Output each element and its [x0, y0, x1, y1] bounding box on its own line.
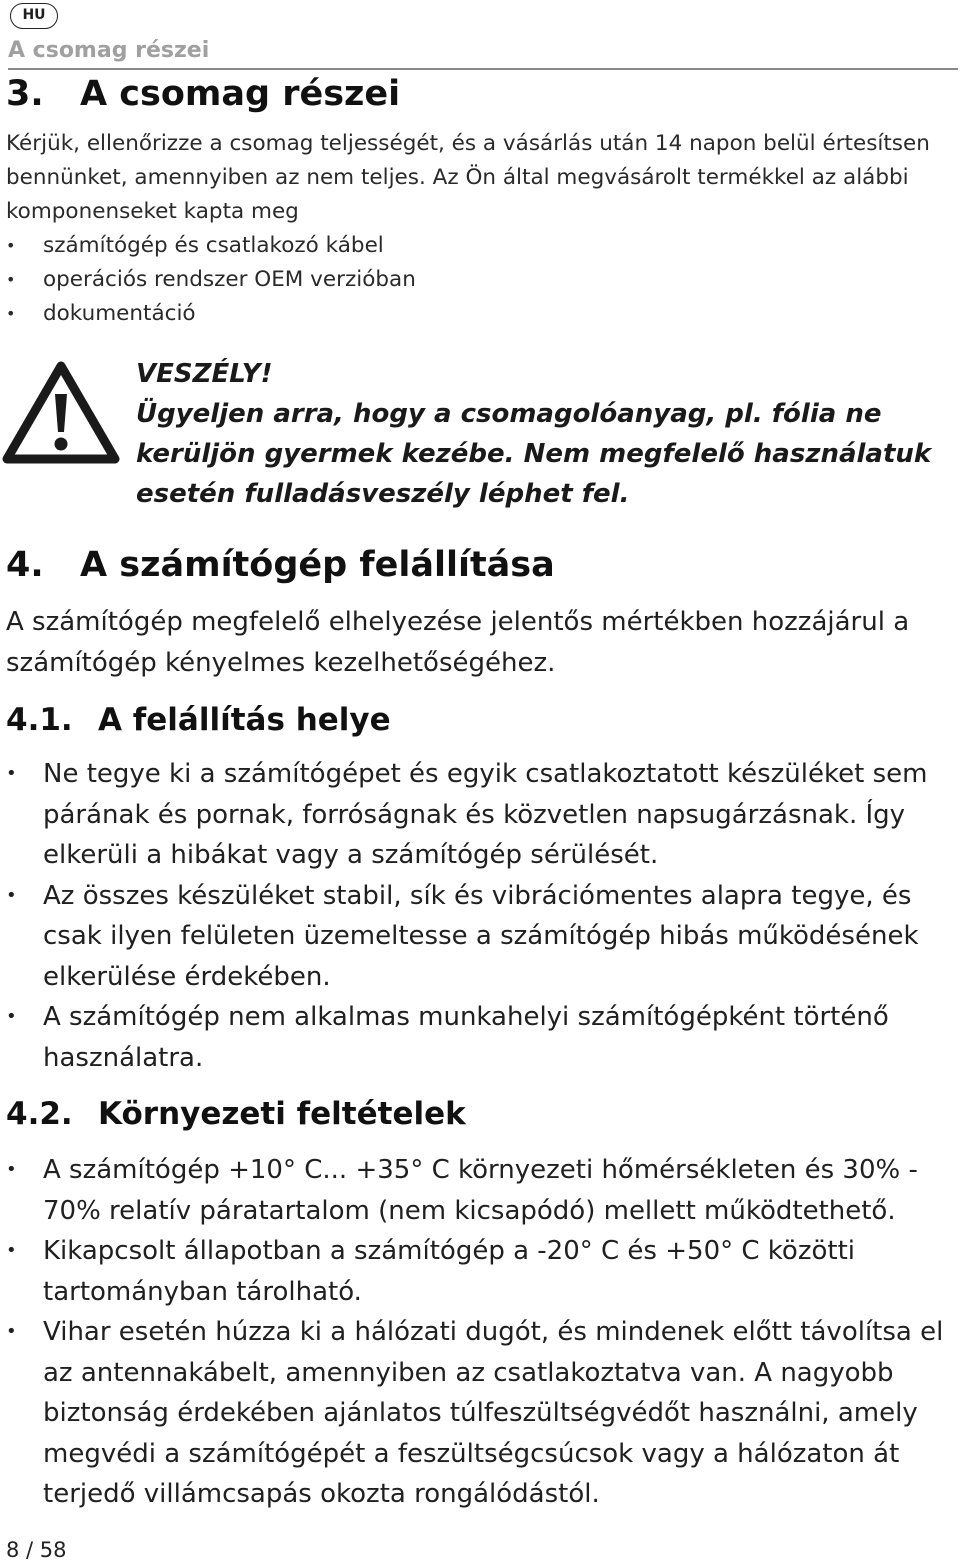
language-badge: HU — [10, 3, 58, 29]
header-divider — [8, 68, 958, 70]
list-item: • A számítógép +10° C... +35° C környezeti hőmérsékleten és 30% - 70% relatív páratartalom (nem kicsapódó) mellett működtethető. — [6, 1150, 954, 1231]
section-4-intro: A számítógép megfelelő elhelyezése jelentős mértékben hozzájárul a számítógép kényelmes kezelhetőségéhez. — [6, 607, 910, 678]
list-item: • Kikapcsolt állapotban a számítógép a -20° C és +50° C közötti tartományban tárolható. — [6, 1231, 954, 1312]
section-3-heading — [6, 74, 400, 114]
section-3-intro: Kérjük, ellenőrizze a csomag teljességét, és a vásárlás után 14 napon belül értesítsen bennünket, amennyiben az nem teljes. Az Ön által megvásárolt termékkel az alábbi komponenseket kapta meg — [6, 131, 930, 224]
setup-location-list — [6, 754, 954, 1078]
section-title: A felállítás helye — [98, 702, 391, 738]
section-4-1-heading — [6, 702, 391, 738]
section-number: 4. — [6, 545, 44, 585]
section-number: 4.2. — [6, 1096, 73, 1132]
section-number: 4.1. — [6, 702, 73, 738]
section-title: Környezeti feltételek — [98, 1096, 466, 1132]
environment-conditions-list — [6, 1150, 954, 1515]
warning-block — [136, 354, 956, 514]
list-item: • operációs rendszer OEM verzióban — [6, 263, 954, 297]
warning-text: Ügyeljen arra, hogy a csomagolóanyag, pl. fólia ne kerüljön gyermek kezébe. Nem megfelelő használatuk esetén fulladásveszély léphet fel. — [136, 399, 932, 509]
list-item: • dokumentáció — [6, 297, 954, 331]
list-item: • Az összes készüléket stabil, sík és vibrációmentes alapra tegye, és csak ilyen felületen üzemeltesse a számítógép hibás működésének elkerülése érdekében. — [6, 876, 954, 998]
section-title: A csomag részei — [80, 74, 401, 114]
list-item: • A számítógép nem alkalmas munkahelyi számítógépként történő használatra. — [6, 997, 954, 1078]
section-4-heading — [6, 545, 555, 585]
warning-title: VESZÉLY! — [136, 359, 273, 389]
package-contents-list — [6, 229, 954, 331]
page-number: 8 / 58 — [6, 1538, 67, 1562]
list-item: • Ne tegye ki a számítógépet és egyik csatlakoztatott készüléket sem párának és pornak, forróságnak és közvetlen napsugárzásnak. Így elkerüli a hibákat vagy a számítógép sérülését. — [6, 754, 954, 876]
section-title: A számítógép felállítása — [80, 545, 555, 585]
list-item: • Vihar esetén húzza ki a hálózati dugót, és mindenek előtt távolítsa el az antennakábelt, amennyiben az csatlakoztatva van. A nagyobb biztonság érdekében ajánlatos túlfeszültségvédőt használni, amely megvédi a számítógépét a feszültségcsúcsok vagy a hálózaton át terjedő villámcsapás okozta rongálódástól. — [6, 1312, 954, 1515]
section-number: 3. — [6, 74, 44, 114]
running-header: A csomag részei — [8, 38, 210, 63]
warning-triangle-icon — [2, 360, 120, 464]
section-4-2-heading — [6, 1096, 466, 1132]
list-item: • számítógép és csatlakozó kábel — [6, 229, 954, 263]
